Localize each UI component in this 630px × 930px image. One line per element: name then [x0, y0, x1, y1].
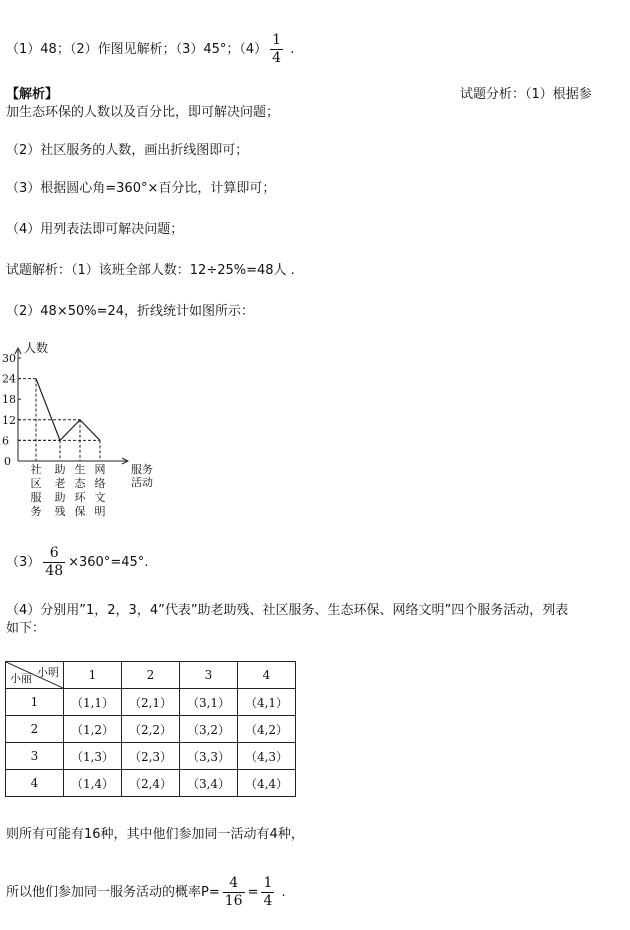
table-cell: （4,4） [238, 770, 296, 797]
table-cell: （2,3） [122, 743, 180, 770]
part3-line: （3） $\frac{6}{48}$ ×360°=45°. [6, 545, 149, 579]
row-header: 1 [6, 689, 64, 716]
x-category-label: 明 [94, 505, 106, 518]
row-header: 4 [6, 770, 64, 797]
table-cell: （1,1） [64, 689, 122, 716]
x-category-label: 环 [74, 491, 86, 504]
analysis-line-4: （3）根据圆心角=360°×百分比，计算即可； [6, 181, 276, 196]
table-cell: （2,4） [122, 770, 180, 797]
table-header-row [6, 662, 296, 689]
x-category-label: 区 [30, 477, 42, 490]
table-row [6, 770, 296, 797]
y-tick-label: 18 [2, 393, 16, 407]
part4-line-2: 如下： [6, 621, 46, 636]
table-corner: 小明 小丽 [6, 662, 64, 689]
x-category-label: 态 [74, 477, 86, 490]
probability-fraction-2: $\frac{1}{4}$ [263, 875, 273, 909]
x-category-label: 助 [54, 491, 66, 504]
part4-line-1: （4）分别用”1，2，3，4”代表”助老助残、社区服务、生态环保、网络文明”四个服务活动，列表 [6, 603, 569, 618]
col-header: 3 [180, 662, 238, 689]
table-cell: （2,1） [122, 689, 180, 716]
x-category-label: 络 [94, 477, 106, 490]
y-tick-label: 6 [2, 434, 9, 448]
y-axis-label: 人数 [24, 341, 49, 355]
table-cell: （4,1） [238, 689, 296, 716]
col-header: 4 [238, 662, 296, 689]
line-chart [0, 338, 200, 523]
conclusion-line-2: 所以他们参加同一服务活动的概率P= $\frac{4}{16}$ = $\frac{1}{4}$ . [6, 875, 286, 909]
x-category-label: 服 [30, 491, 42, 504]
x-category-label: 助 [54, 463, 66, 476]
analysis-right-text: 试题分析：（1）根据参 [460, 87, 592, 102]
conclusion-line-1: 则所有可能有16种，其中他们参加同一活动有4种， [6, 827, 304, 842]
table-row [6, 743, 296, 770]
answer-line: （1）48；（2）作图见解析；（3）45°；（4） $\frac{1}{4}$ . [6, 32, 295, 66]
series-line [36, 379, 100, 441]
x-category-label: 老 [54, 477, 66, 490]
part3-fraction: $\frac{6}{48}$ [45, 545, 64, 579]
y-tick-label: 12 [2, 413, 16, 427]
col-header: 1 [64, 662, 122, 689]
table-cell: （1,4） [64, 770, 122, 797]
table-cell: （3,1） [180, 689, 238, 716]
table-cell: （3,3） [180, 743, 238, 770]
table-cell: （2,2） [122, 716, 180, 743]
y-tick-label: 24 [2, 372, 16, 386]
table-cell: （4,3） [238, 743, 296, 770]
answer-fraction: $\frac{1}{4}$ [272, 32, 282, 66]
answer-text: （1）48；（2）作图见解析；（3）45°；（4） [6, 42, 268, 57]
analysis-line-5: （4）用列表法即可解决问题； [6, 222, 184, 237]
y-tick-label: 30 [2, 352, 16, 365]
x-category-label: 社 [30, 463, 42, 476]
x-axis-label: 服务 [131, 463, 153, 476]
solution-line-1: 试题解析：（1）该班全部人数：12÷25%=48人 . [6, 263, 295, 278]
y-tick-label: 0 [4, 455, 11, 468]
analysis-line-2: 加生态环保的人数以及百分比，即可解决问题； [6, 105, 280, 120]
table-row [6, 689, 296, 716]
probability-fraction-1: $\frac{4}{16}$ [224, 875, 243, 909]
x-category-label: 文 [94, 491, 106, 504]
table-cell: （4,2） [238, 716, 296, 743]
table-cell: （3,4） [180, 770, 238, 797]
table-cell: （1,2） [64, 716, 122, 743]
analysis-heading: 【解析】 [6, 87, 59, 102]
outcome-table [5, 661, 296, 797]
row-header: 3 [6, 743, 64, 770]
table-row [6, 716, 296, 743]
x-category-label: 网 [94, 463, 106, 476]
row-header: 2 [6, 716, 64, 743]
x-category-label: 务 [30, 505, 42, 518]
x-category-label: 生 [74, 463, 86, 476]
x-category-label: 保 [74, 505, 86, 518]
table-cell: （1,3） [64, 743, 122, 770]
analysis-line-3: （2）社区服务的人数，画出折线图即可； [6, 143, 249, 158]
x-axis-label: 活动 [131, 476, 153, 489]
col-header: 2 [122, 662, 180, 689]
table-cell: （3,2） [180, 716, 238, 743]
solution-line-2: （2）48×50%=24，折线统计如图所示： [6, 304, 255, 319]
x-category-label: 残 [54, 505, 66, 518]
